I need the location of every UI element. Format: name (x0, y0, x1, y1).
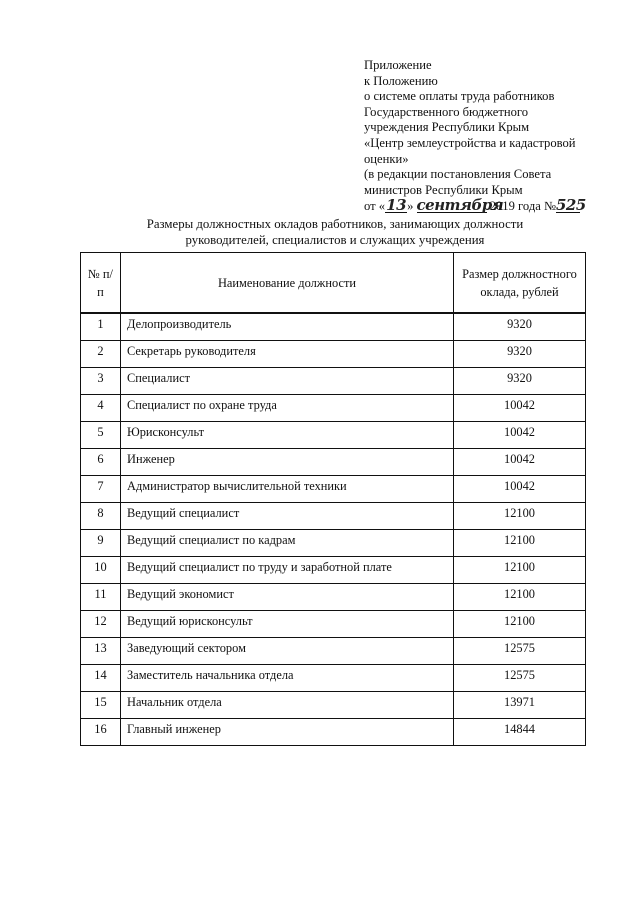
row-salary: 12100 (454, 556, 586, 583)
row-number: 4 (81, 394, 121, 421)
row-salary: 10042 (454, 421, 586, 448)
date-prefix: от « (364, 199, 386, 214)
row-position-name: Начальник отдела (121, 691, 454, 718)
row-number: 15 (81, 691, 121, 718)
table-row (81, 421, 586, 448)
date-day-handwritten: 13 (386, 196, 407, 215)
date-mid: » (407, 199, 414, 214)
row-number: 6 (81, 448, 121, 475)
annex-line: (в редакции постановления Совета (364, 167, 552, 182)
row-salary: 12100 (454, 610, 586, 637)
annex-line: к Положению (364, 73, 438, 88)
date-month-handwritten: сентября (416, 196, 504, 215)
row-salary: 9320 (454, 367, 586, 394)
row-position-name: Администратор вычислительной техники (121, 475, 454, 502)
row-number: 7 (81, 475, 121, 502)
row-number: 2 (81, 340, 121, 367)
header-name: Наименование должности (121, 253, 454, 314)
header-num: № п/п (81, 253, 121, 314)
table-row (81, 367, 586, 394)
row-salary: 10042 (454, 394, 586, 421)
row-salary: 10042 (454, 475, 586, 502)
row-salary: 10042 (454, 448, 586, 475)
row-salary: 12575 (454, 664, 586, 691)
row-salary: 13971 (454, 691, 586, 718)
header-salary: Размер должностного оклада, рублей (454, 253, 586, 314)
row-number: 14 (81, 664, 121, 691)
row-position-name: Специалист (121, 367, 454, 394)
row-number: 12 (81, 610, 121, 637)
row-number: 13 (81, 637, 121, 664)
row-position-name: Заместитель начальника отдела (121, 664, 454, 691)
table-row (81, 529, 586, 556)
row-salary: 12100 (454, 583, 586, 610)
annex-line: Приложение (364, 58, 432, 72)
title-line-1: Размеры должностных окладов работников, занимающих должности (146, 217, 524, 231)
row-number: 11 (81, 583, 121, 610)
annex-block (364, 58, 624, 215)
annex-line: «Центр землеустройства и кадастровой (364, 135, 576, 150)
table-row (81, 610, 586, 637)
row-number: 3 (81, 367, 121, 394)
date-year: 2019 года № (489, 199, 556, 214)
table-row (81, 583, 586, 610)
row-position-name: Ведущий специалист по кадрам (121, 529, 454, 556)
document-title (60, 216, 610, 248)
row-salary: 9320 (454, 313, 586, 340)
decree-date-line (364, 198, 624, 215)
salary-table (80, 252, 586, 746)
annex-line: оценки» (364, 151, 409, 166)
row-position-name: Ведущий специалист по труду и заработной плате (121, 556, 454, 583)
row-number: 8 (81, 502, 121, 529)
row-number: 9 (81, 529, 121, 556)
row-position-name: Главный инженер (121, 718, 454, 745)
row-salary: 12100 (454, 502, 586, 529)
table-row (81, 340, 586, 367)
row-salary: 14844 (454, 718, 586, 745)
annex-line: Государственного бюджетного (364, 104, 529, 119)
table-row (81, 475, 586, 502)
row-position-name: Инженер (121, 448, 454, 475)
table-row (81, 691, 586, 718)
row-position-name: Секретарь руководителя (121, 340, 454, 367)
row-position-name: Делопроизводитель (121, 313, 454, 340)
annex-line: о системе оплаты труда работников (364, 89, 555, 104)
table-row (81, 556, 586, 583)
row-position-name: Специалист по охране труда (121, 394, 454, 421)
table-row (81, 502, 586, 529)
row-salary: 12100 (454, 529, 586, 556)
table-row (81, 448, 586, 475)
table-row (81, 394, 586, 421)
row-salary: 9320 (454, 340, 586, 367)
row-position-name: Ведущий экономист (121, 583, 454, 610)
table-header-row (81, 253, 586, 314)
annex-line: учреждения Республики Крым (364, 120, 530, 135)
annex-line: министров Республики Крым (364, 182, 523, 197)
table-row (81, 637, 586, 664)
row-number: 10 (81, 556, 121, 583)
table-row (81, 313, 586, 340)
table-row (81, 664, 586, 691)
row-position-name: Ведущий специалист (121, 502, 454, 529)
row-position-name: Заведующий сектором (121, 637, 454, 664)
row-number: 16 (81, 718, 121, 745)
decree-number-handwritten: 525 (556, 196, 586, 215)
row-position-name: Юрисконсульт (121, 421, 454, 448)
row-number: 5 (81, 421, 121, 448)
row-position-name: Ведущий юрисконсульт (121, 610, 454, 637)
table-row (81, 718, 586, 745)
title-line-2: руководителей, специалистов и служащих учреждения (185, 233, 485, 247)
row-salary: 12575 (454, 637, 586, 664)
row-number: 1 (81, 313, 121, 340)
